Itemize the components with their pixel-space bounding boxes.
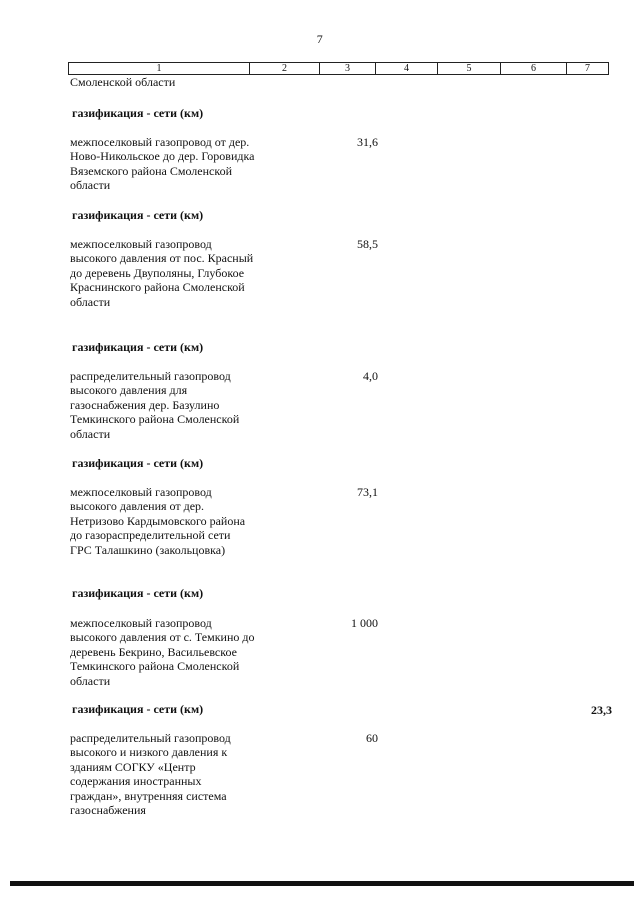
section-description: распределительный газопровод высокого давления для газоснабжения дер. Базулино Темкинского района Смоленской области <box>70 369 240 441</box>
section-description: межпоселковый газопровод высокого давления от дер. Нетризово Кардымовского района до газораспределительной сети ГРС Талашкино (закольцовка) <box>70 485 246 557</box>
section-description: межпоселковый газопровод высокого давления от с. Темкино до деревень Бекрино, Васильевское Темкинского района Смоленской области <box>70 616 255 688</box>
section-heading: газификация - сети (км) <box>72 456 204 470</box>
column-header-4: 4 <box>375 63 437 74</box>
section-value: 58,5 <box>357 237 378 251</box>
column-header-1: 1 <box>156 63 162 74</box>
section-description: межпоселковый газопровод от дер. Ново-Никольское до дер. Горовидка Вяземского района Смоленской области <box>70 135 255 193</box>
section-value: 4,0 <box>363 369 378 383</box>
lead-text: Смоленской области <box>70 75 176 89</box>
section-description: межпоселковый газопровод высокого давления от пос. Красный до деревень Двуполяны, Глубокое Краснинского района Смоленской области <box>70 237 254 309</box>
section-heading: газификация - сети (км) <box>72 702 204 716</box>
section-heading: газификация - сети (км) <box>72 586 204 600</box>
column-header-7: 7 <box>566 63 608 74</box>
section-value: 73,1 <box>357 485 378 499</box>
section-value: 31,6 <box>357 135 378 149</box>
section-col7-value: 23,3 <box>591 703 612 717</box>
section-value: 1 000 <box>351 616 378 630</box>
section-heading: газификация - сети (км) <box>72 340 204 354</box>
column-header-2: 2 <box>249 63 319 74</box>
section-heading: газификация - сети (км) <box>72 208 204 222</box>
column-header-5: 5 <box>437 63 500 74</box>
section-description: распределительный газопровод высокого и низкого давления к зданиям СОГКУ «Центр содержания иностранных граждан», внутренняя система газоснабжения <box>70 731 231 818</box>
page-number: 7 <box>316 32 324 46</box>
footer-rule <box>10 881 634 886</box>
column-header-6: 6 <box>500 63 566 74</box>
column-header-table <box>68 62 609 75</box>
column-header-3: 3 <box>319 63 375 74</box>
section-heading: газификация - сети (км) <box>72 106 204 120</box>
section-value: 60 <box>366 731 378 745</box>
